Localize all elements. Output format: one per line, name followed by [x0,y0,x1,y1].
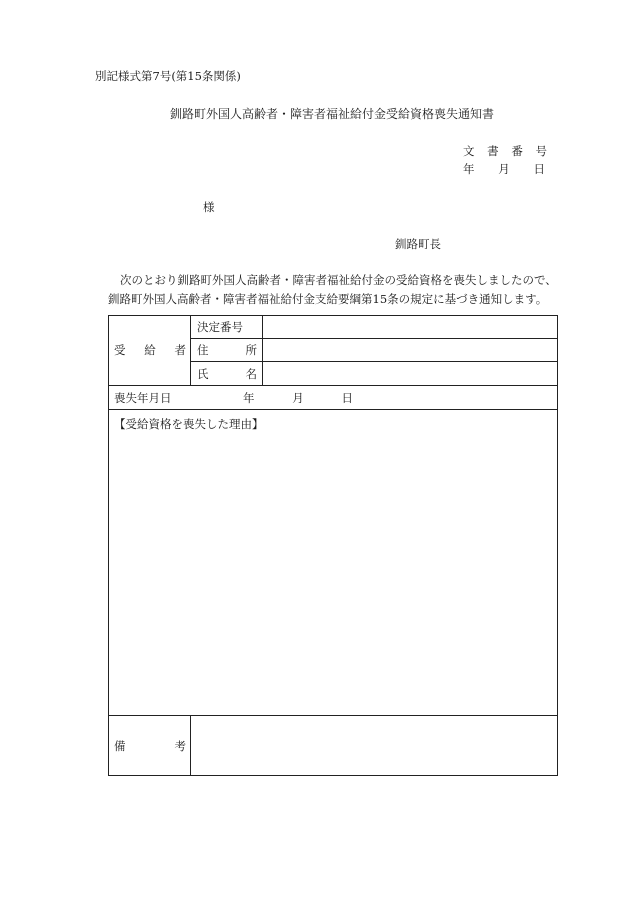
remarks-value[interactable] [196,720,552,770]
doc-number-label: 文 書 番 号 [463,144,547,158]
address-value[interactable] [266,343,554,357]
reason-label: 【受給資格を喪失した理由】 [114,417,264,431]
remarks-label: 備 考 [114,739,186,753]
document-title: 釧路町外国人高齢者・障害者福祉給付金受給資格喪失通知書 [170,107,495,121]
decision-number-value[interactable] [266,320,554,334]
loss-date-label: 喪失年月日 [114,391,172,405]
decision-number-label: 決定番号 [197,320,243,334]
form-label: 別記様式第7号(第15条関係) [95,69,241,83]
body-text-line-2: 釧路町外国人高齢者・障害者福祉給付金支給要綱第15条の規定に基づき通知します。 [108,292,548,306]
name-value[interactable] [266,367,554,381]
loss-date-value: 年 月 日 [243,391,353,405]
name-label: 氏 名 [197,367,257,381]
issuer: 釧路町長 [395,237,441,251]
body-text-line-1: 次のとおり釧路町外国人高齢者・障害者福祉給付金の受給資格を喪失しましたので、 [120,273,557,287]
address-label: 住 所 [197,343,257,357]
recipient-label: 受 給 者 [114,343,186,357]
notice-table [108,315,558,776]
recipient-suffix: 様 [203,200,215,214]
date-line: 年 月 日 [463,162,545,176]
